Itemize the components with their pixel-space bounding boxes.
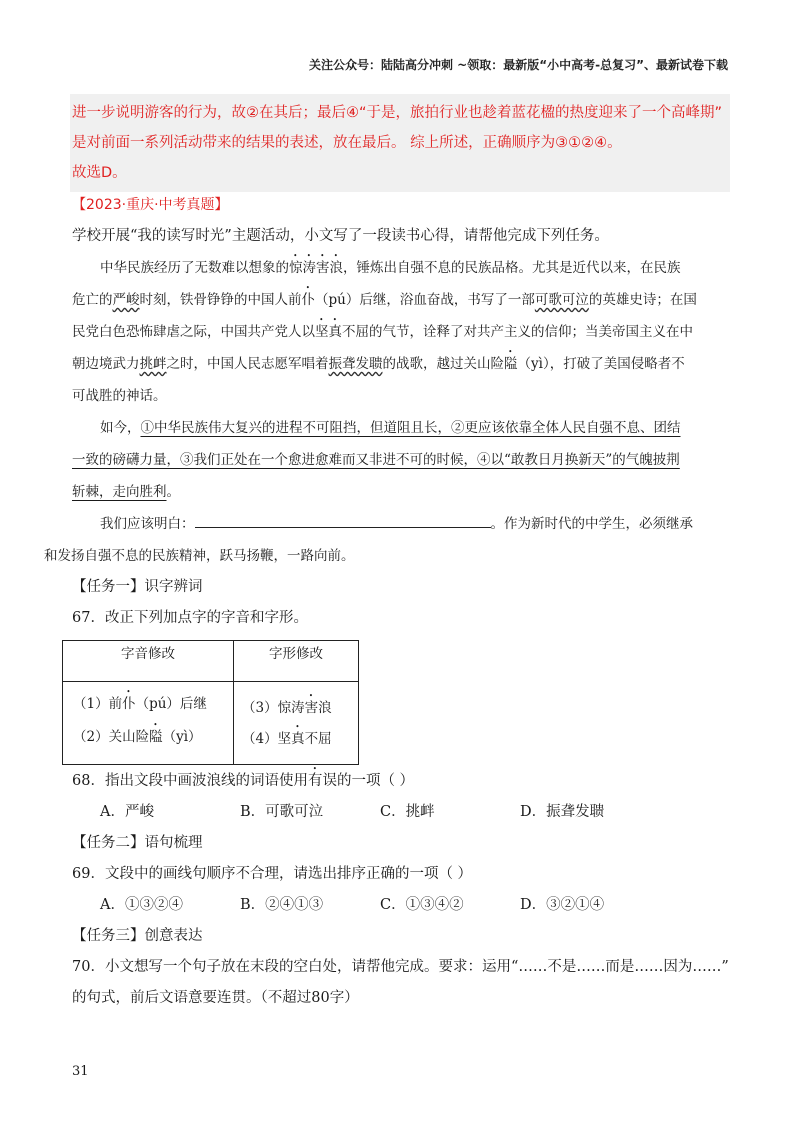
passage-paragraph-3: 我们应该明白： 。作为新时代的中学生，必须继承 和发扬自强不息的民族精神，跃马扬鞭，一路向前。 — [72, 508, 732, 572]
table-item-2: （2）关山险隘（yì） — [73, 729, 202, 745]
dotted-word: 隘 — [504, 356, 518, 372]
option-c[interactable]: C．①③④② — [380, 897, 464, 913]
question-67-stem: 67．改正下列加点字的字音和字形。 — [72, 610, 308, 626]
page-header: 关注公众号：陆陆高分冲刺 ~领取：最新版“小中高考-总复习”、最新试卷下载 — [309, 58, 728, 72]
underlined-sentence: 一致的磅礴力量， — [72, 452, 180, 468]
option-b[interactable]: B．可歌可泣 — [240, 804, 324, 820]
table-item-1: （1）前仆（pú）后继 — [73, 696, 207, 712]
correction-table — [62, 640, 359, 765]
wavy-word: 振聋发聩 — [328, 356, 383, 372]
table-header-character: 字形修改 — [234, 641, 359, 682]
underlined-sentence: ③我们正处在一个愈进愈难而又非进不可的时候， — [180, 452, 477, 468]
answer-line-1: 进一步说明游客的行为，故②在其后；最后④“于是，旅拍行业也趁着蓝花楹的热度迎来了一个高峰期” — [72, 105, 723, 121]
dotted-word: 坚真 — [315, 324, 342, 340]
passage-paragraph-1: 中华民族经历了无数难以想象的惊涛害浪，锤炼出自强不息的民族品格。尤其是近代以来，在民族 危亡的严峻时刻，铁骨铮铮的中国人前仆（pú）后继，浴血奋战，书写了一部可歌可泣的英雄史诗；在国 民党白色恐怖肆虐之际，中国共产党人以坚真不屈的气节，诠释了对共产主义的信仰；当美帝国主义在中 朝边境武力挑衅之时，中国人民志愿军唱着振聋发聩的战歌，越过关山险隘（yì），打破了美国侵略者不 可战胜的神话。 — [72, 260, 697, 404]
task-2-heading: 【任务二】语句梳理 — [72, 835, 203, 851]
page-number: 31 — [72, 1064, 89, 1079]
underlined-sentence: 斩棘，走向胜利 — [72, 484, 167, 500]
question-69-stem: 69．文段中的画线句顺序不合理，请选出排序正确的一项（ ） — [72, 866, 473, 882]
question-content — [44, 190, 732, 1014]
wavy-word: 挑衅 — [139, 356, 167, 372]
question-68-options — [72, 797, 732, 828]
source-tag: 【2023·重庆·中考真题】 — [72, 197, 229, 213]
question-70-line-2: 的句式，前后文语意要连贯。（不超过80字） — [72, 990, 359, 1006]
underlined-sentence: ②更应该依靠全体人民自强不息、团结 — [451, 420, 681, 436]
wavy-word: 可歌可泣 — [534, 292, 589, 308]
answer-blank[interactable] — [195, 513, 491, 528]
table-item-3: （3）惊涛害浪 — [242, 700, 332, 716]
option-a[interactable]: A．①③②④ — [100, 897, 183, 913]
answer-line-3: 故选D。 — [72, 165, 127, 181]
table-item-4: （4）坚真不屈 — [242, 731, 332, 747]
option-d[interactable]: D．③②①④ — [520, 897, 605, 913]
task-3-heading: 【任务三】创意表达 — [72, 928, 203, 944]
intro-text: 学校开展“我的读写时光”主题活动，小文写了一段读书心得，请帮他完成下列任务。 — [72, 228, 609, 244]
option-a[interactable]: A．严峻 — [100, 804, 154, 820]
dotted-word: 仆 — [301, 292, 315, 308]
dotted-word: 惊涛害浪 — [289, 260, 343, 276]
answer-analysis-box — [70, 94, 730, 192]
character-cell — [234, 682, 359, 765]
table-header-pronunciation: 字音修改 — [63, 641, 234, 682]
answer-line-2: 是对前面一系列活动带来的结果的表述，放在最后。 综上所述，正确顺序为③①②④。 — [72, 135, 622, 151]
task-1-heading: 【任务一】识字辨词 — [72, 579, 203, 595]
underlined-sentence: ④以“敢教日月换新天”的气魄披荆 — [477, 452, 680, 468]
option-b[interactable]: B．②④①③ — [240, 897, 324, 913]
option-d[interactable]: D．振聋发聩 — [520, 804, 605, 820]
question-70-line-1: 70．小文想写一个句子放在末段的空白处，请帮他完成。要求：运用“……不是……而是……因为……” — [72, 959, 729, 975]
option-c[interactable]: C．挑衅 — [380, 804, 435, 820]
wavy-word: 严峻 — [112, 292, 140, 308]
passage-paragraph-2: 如今，①中华民族伟大复兴的进程不可阻挡，但道阻且长，②更应该依靠全体人民自强不息、团结 一致的磅礴力量，③我们正处在一个愈进愈难而又非进不可的时候，④以“敢教日月换新天”的气魄披荆 斩棘，走向胜利。 — [72, 420, 681, 500]
underlined-sentence: ①中华民族伟大复兴的进程不可阻挡，但道阻且长， — [140, 420, 451, 436]
pronunciation-cell — [63, 682, 234, 765]
question-69-options — [72, 890, 732, 921]
question-68-stem: 68．指出文段中画波浪线的词语使用有误的一项（ ） — [72, 773, 415, 789]
